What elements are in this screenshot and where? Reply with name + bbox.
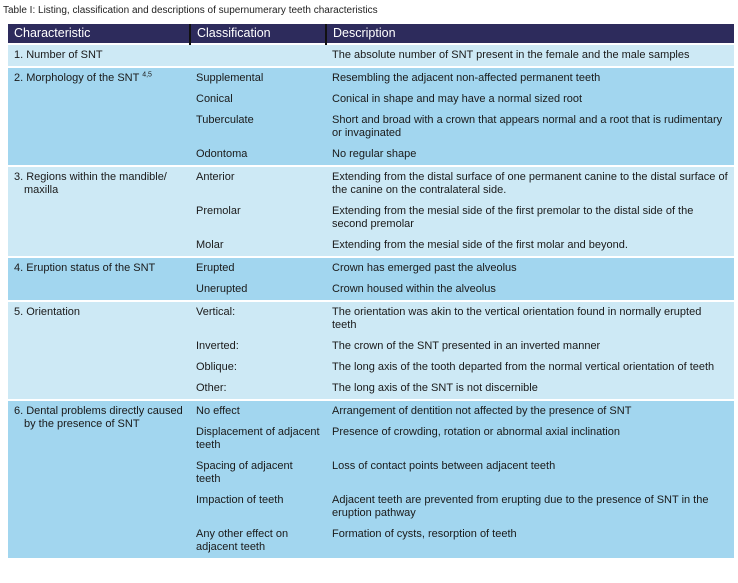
group-2 — [8, 67, 734, 166]
description-cell: No regular shape — [326, 144, 734, 166]
header-row — [8, 24, 734, 44]
classification-cell: Inverted: — [190, 336, 326, 357]
description-cell: Formation of cysts, resorption of teeth — [326, 524, 734, 558]
description-cell: The orientation was akin to the vertical orientation found in normally erupted teeth — [326, 301, 734, 336]
table-row — [8, 301, 734, 336]
header-description: Description — [326, 24, 734, 44]
characteristic-text: 1. Number of SNT — [14, 49, 103, 61]
classification-cell: Other: — [190, 378, 326, 400]
characteristic-text: 3. Regions within the mandible/ maxilla — [14, 171, 167, 196]
table-row — [8, 257, 734, 279]
description-cell: The long axis of the SNT is not discernible — [326, 378, 734, 400]
description-cell: Adjacent teeth are prevented from erupting due to the presence of SNT in the eruption pathway — [326, 490, 734, 524]
characteristic-cell — [8, 400, 190, 558]
table-row — [8, 400, 734, 422]
classification-cell: Premolar — [190, 201, 326, 235]
header-characteristic: Characteristic — [8, 24, 190, 44]
table-row — [8, 44, 734, 67]
description-cell: Conical in shape and may have a normal sized root — [326, 89, 734, 110]
characteristic-text: 4. Eruption status of the SNT — [14, 262, 156, 274]
description-cell: Presence of crowding, rotation or abnormal axial inclination — [326, 422, 734, 456]
group-6 — [8, 400, 734, 558]
group-1 — [8, 44, 734, 67]
description-cell: The crown of the SNT presented in an inverted manner — [326, 336, 734, 357]
classification-cell: Displacement of adjacent teeth — [190, 422, 326, 456]
characteristic-text: 5. Orientation — [14, 306, 81, 318]
group-3 — [8, 166, 734, 257]
reference-superscript: 4,5 — [142, 71, 152, 79]
snt-characteristics-table — [8, 24, 734, 558]
description-cell: Extending from the mesial side of the first premolar to the distal side of the second premolar — [326, 201, 734, 235]
classification-cell: Spacing of adjacent teeth — [190, 456, 326, 490]
description-cell: Loss of contact points between adjacent teeth — [326, 456, 734, 490]
classification-cell: Impaction of teeth — [190, 490, 326, 524]
table-caption: Table I: Listing, classification and descriptions of supernumerary teeth characteristics — [3, 5, 378, 16]
classification-cell: Molar — [190, 235, 326, 257]
classification-cell: Anterior — [190, 166, 326, 201]
description-cell: Extending from the distal surface of one permanent canine to the distal surface of the canine on the contralateral side. — [326, 166, 734, 201]
characteristic-cell — [8, 301, 190, 400]
classification-cell: Odontoma — [190, 144, 326, 166]
characteristic-cell — [8, 257, 190, 301]
characteristic-cell — [8, 166, 190, 257]
description-cell: Arrangement of dentition not affected by the presence of SNT — [326, 400, 734, 422]
description-cell: The absolute number of SNT present in the female and the male samples — [326, 44, 734, 67]
characteristic-text: 2. Morphology of the SNT — [14, 72, 140, 84]
classification-cell: Unerupted — [190, 279, 326, 301]
characteristic-cell — [8, 67, 190, 166]
classification-cell: Conical — [190, 89, 326, 110]
classification-cell: No effect — [190, 400, 326, 422]
description-cell: Short and broad with a crown that appears normal and a root that is rudimentary or invaginated — [326, 110, 734, 144]
description-cell: Crown has emerged past the alveolus — [326, 257, 734, 279]
table-row — [8, 67, 734, 89]
description-cell: Crown housed within the alveolus — [326, 279, 734, 301]
classification-cell: Tuberculate — [190, 110, 326, 144]
classification-cell: Vertical: — [190, 301, 326, 336]
classification-cell: Erupted — [190, 257, 326, 279]
classification-cell: Supplemental — [190, 67, 326, 89]
characteristic-cell — [8, 44, 190, 67]
description-cell: The long axis of the tooth departed from the normal vertical orientation of teeth — [326, 357, 734, 378]
characteristic-text: 6. Dental problems directly caused by the presence of SNT — [14, 405, 183, 430]
classification-cell: Oblique: — [190, 357, 326, 378]
group-4 — [8, 257, 734, 301]
group-5 — [8, 301, 734, 400]
classification-cell: Any other effect on adjacent teeth — [190, 524, 326, 558]
header-classification: Classification — [190, 24, 326, 44]
table-row — [8, 166, 734, 201]
classification-cell — [190, 44, 326, 67]
description-cell: Extending from the mesial side of the first molar and beyond. — [326, 235, 734, 257]
description-cell: Resembling the adjacent non-affected permanent teeth — [326, 67, 734, 89]
